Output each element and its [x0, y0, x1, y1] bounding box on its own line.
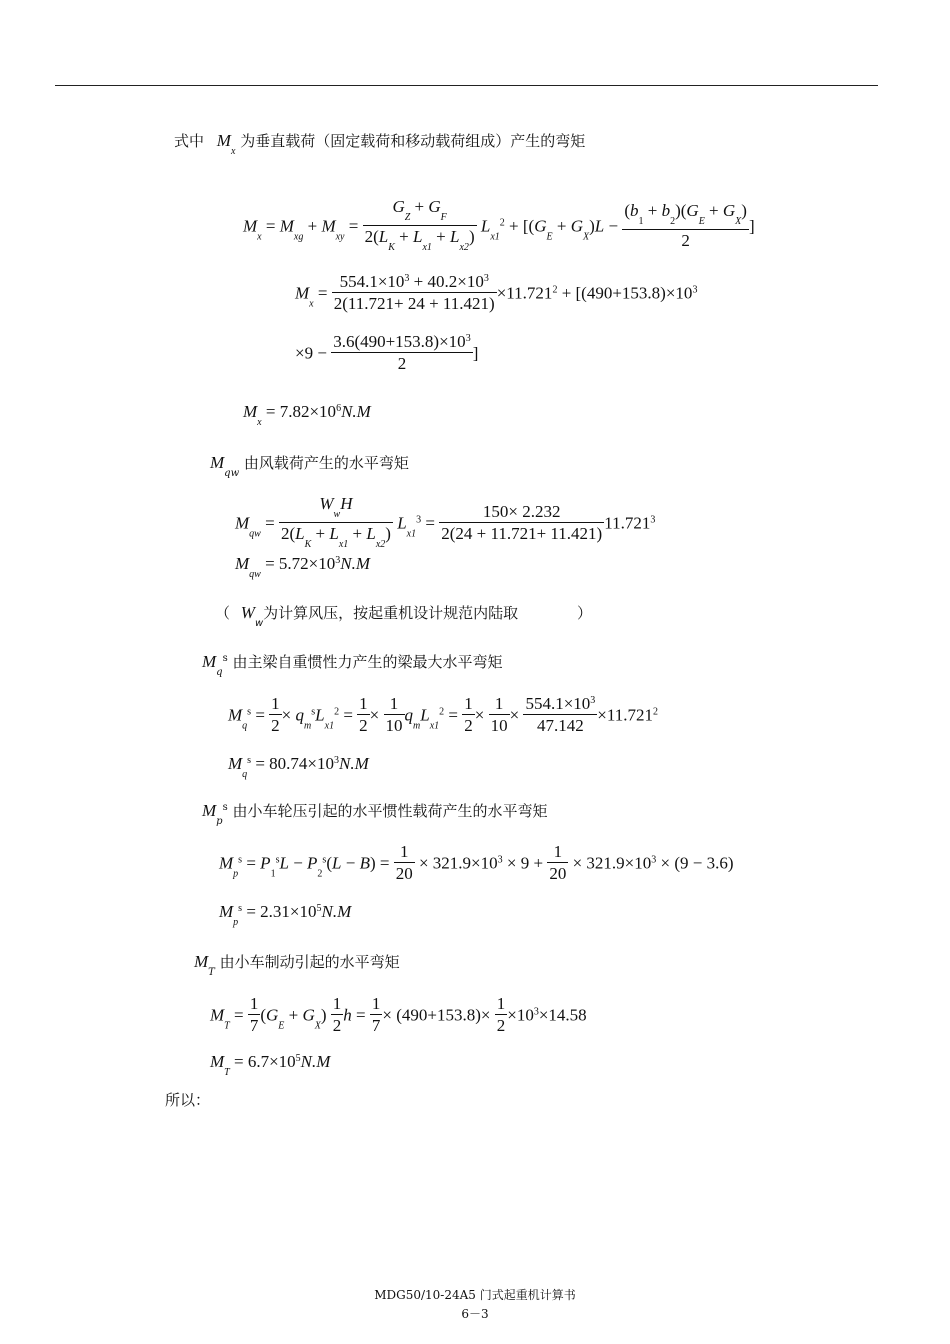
equation-mps-result: $M_p^s = 2.31\times 10^5N.M$: [219, 902, 352, 928]
equation-mx-general: $M_x = M_{xg} + M_{xy}$ = $\frac{G_Z + G_F}{2(L_K + L_{x1} + L_{x2})}$ $L_{x1}^2 + [(G_E + G_X)L$ − $\frac{(b_1 + b_2)(G_E + G_X)}{2}$ ]: [243, 197, 755, 253]
symbol-mx: $M_x$: [216, 131, 236, 157]
ww-note: （ $W_w$为计算风压，按起重机设计规范内陆取 ）: [215, 603, 592, 629]
equation-mqs-result: $M_q^s = 80.74\times 10^3N.M$: [228, 754, 369, 780]
equation-mqs: $M_q^s$ = $\frac{1}{2}$ × $q_m^sL_{x1}^2$ = $\frac{1}{2}$ × $\frac{1}{10}$ $q_mL_{x1}^2$ = $\frac{1}{2}$ × $\frac{1}{10}$ × $\frac{554.1\times 10^3}{47.142}$ $\times 11.721^2$: [228, 694, 659, 735]
conclusion-text: 所以：: [165, 1091, 211, 1109]
equation-mx-numeric-line2: ×9 − $\frac{3.6(490+153.8)\times 10^3}{2}$ ]: [295, 332, 479, 373]
mqw-label: $M_{qw}$ 由风载荷产生的水平弯矩: [210, 453, 409, 479]
equation-mqw: $M_{qw}$ = $\frac{W_wH}{2(L_K + L_{x1} + L_{x2})}$ $L_{x1}^3$ = $\frac{150\times 2.232}{2(24 + 11.721+ 11.421)}$ 11.721$^3$: [235, 494, 656, 550]
intro-prefix: 式中: [174, 132, 205, 150]
equation-mps: $M_p^s = P_1^sL - P_2^s(L - B)$ = $\frac{1}{20}$ × $321.9\times 10^3 \times 9$ + $\frac{1}{20}$ × $321.9\times 10^3 \times (9 - 3.6)$: [219, 842, 734, 883]
footer-doc-title: MDG50/10-24A5 门式起重机计算书: [374, 1288, 576, 1302]
footer-page-number: 6－3: [461, 1307, 489, 1321]
equation-mt: $M_T$ = $\frac{1}{7}$ $(G_E + G_X)$ $\frac{1}{2}$ h = $\frac{1}{7}$ × (490+153.8)× $\frac{1}{2}$ $\times 10^3\times 14.58$: [210, 994, 587, 1035]
header-rule: [55, 85, 878, 86]
mt-label: $M_T$ 由小车制动引起的水平弯矩: [194, 952, 400, 978]
intro-text: 为垂直载荷（固定载荷和移动载荷组成）产生的弯矩: [240, 132, 586, 150]
equation-mx-result: $M_x = 7.82\times 10^6N.M$: [243, 402, 371, 428]
intro-line: [174, 132, 585, 157]
equation-mqw-result: $M_{qw} = 5.72\times 10^3N.M$: [235, 554, 371, 580]
mqs-label: $M_q^s$ 由主梁自重惯性力产生的梁最大水平弯矩: [202, 652, 503, 678]
equation-mx-numeric: $M_x$ = $\frac{554.1\times 10^3 + 40.2\times 10^3}{2(11.721+ 24 + 11.421)}$ $\times 11.721^2 + [(490+153.8)\times 10^3$: [295, 272, 698, 313]
equation-mt-result: $M_T = 6.7\times 10^5N.M$: [210, 1052, 331, 1078]
mps-label: $M_p^s$ 由小车轮压引起的水平惯性载荷产生的水平弯矩: [202, 801, 548, 827]
